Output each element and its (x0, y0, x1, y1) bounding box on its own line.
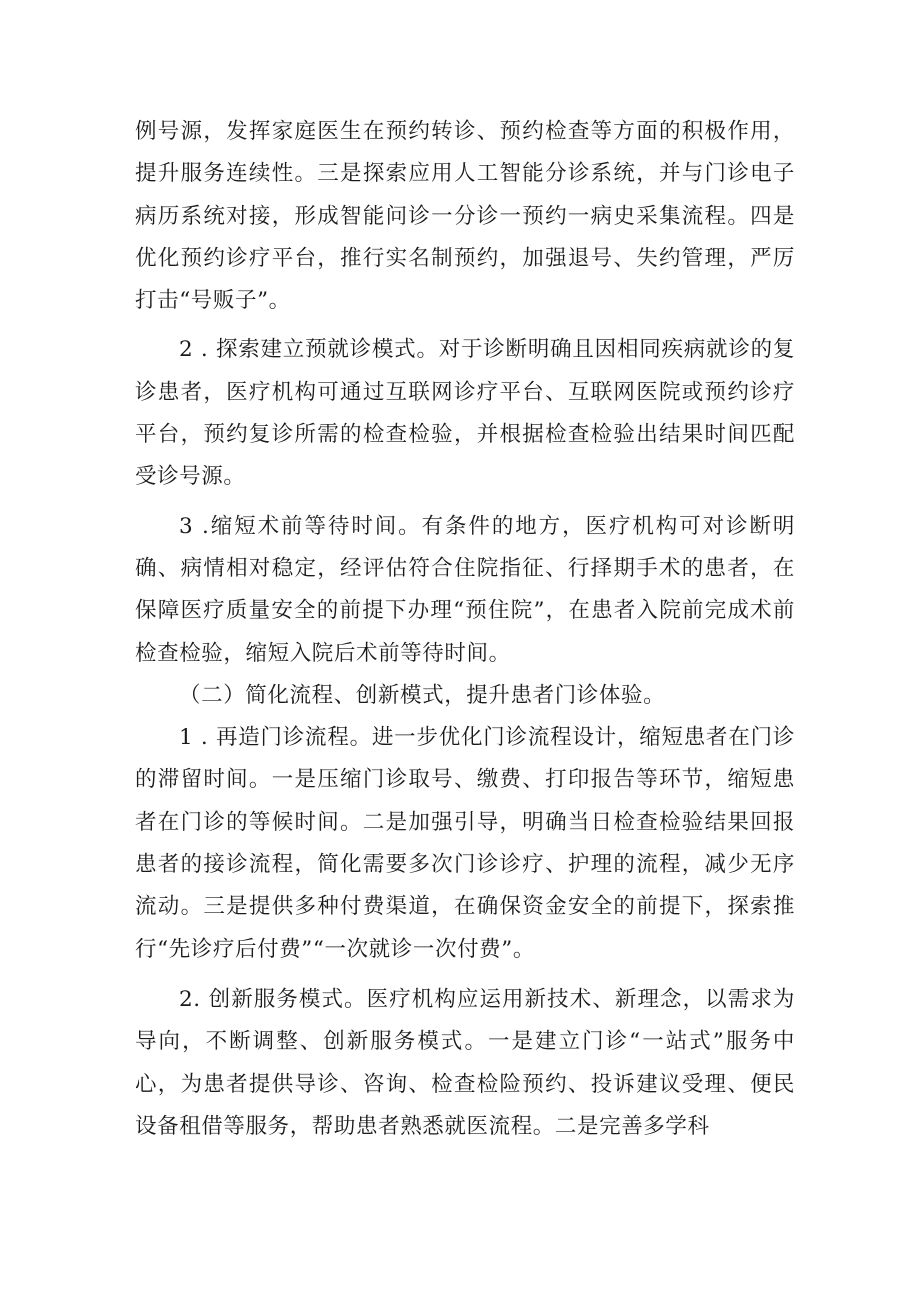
paragraph-item-2-service-model: 2. 创新服务模式。医疗机构应运用新技术、新理念，以需求为导向，不断调整、创新服务模式。一是建立门诊“一站式”服务中心，为患者提供导诊、咨询、检查检险预约、投诉建议受理、便民设备租借等服务，帮助患者熟悉就医流程。二是完善多学科 (135, 986, 795, 1139)
paragraph-item-1-outpatient-process: 1 . 再造门诊流程。进一步优化门诊流程设计，缩短患者在门诊的滞留时间。一是压缩门诊取号、缴费、打印报告等环节，缩短患者在门诊的等候时间。二是加强引导，明确当日检查检验结果回报患者的接诊流程，简化需要多次门诊诊疗、护理的流程，减少无序流动。三是提供多种付费渠道，在确保资金安全的前提下，探索推行“先诊疗后付费”“一次就诊一次付费”。 (135, 725, 795, 962)
document-body (135, 111, 795, 1148)
paragraph-continuation: 例号源，发挥家庭医生在预约转诊、预约检查等方面的积极作用，提升服务连续性。三是探索应用人工智能分诊系统，并与门诊电子病历系统对接，形成智能问诊一分诊一预约一病史采集流程。四是优化预约诊疗平台，推行实名制预约，加强退号、失约管理，严厉打击“号贩子”。 (135, 119, 795, 314)
paragraph-item-3-preop-wait: 3 .缩短术前等待时间。有条件的地方，医疗机构可对诊断明确、病情相对稳定，经评估符合住院指征、行择期手术的患者，在保障医疗质量安全的前提下办理“预住院”，在患者入院前完成术前检查检验，缩短入院后术前等待时间。 (135, 513, 795, 666)
section-heading-2: （二）简化流程、创新模式，提升患者门诊体验。 (179, 682, 666, 708)
paragraph-item-2-pre-diagnosis: 2 . 探索建立预就诊模式。对于诊断明确且因相同疾病就诊的复诊患者，医疗机构可通过互联网诊疗平台、互联网医院或预约诊疗平台，预约复诊所需的检查检验，并根据检查检验出结果时间匹配受诊号源。 (135, 337, 795, 490)
